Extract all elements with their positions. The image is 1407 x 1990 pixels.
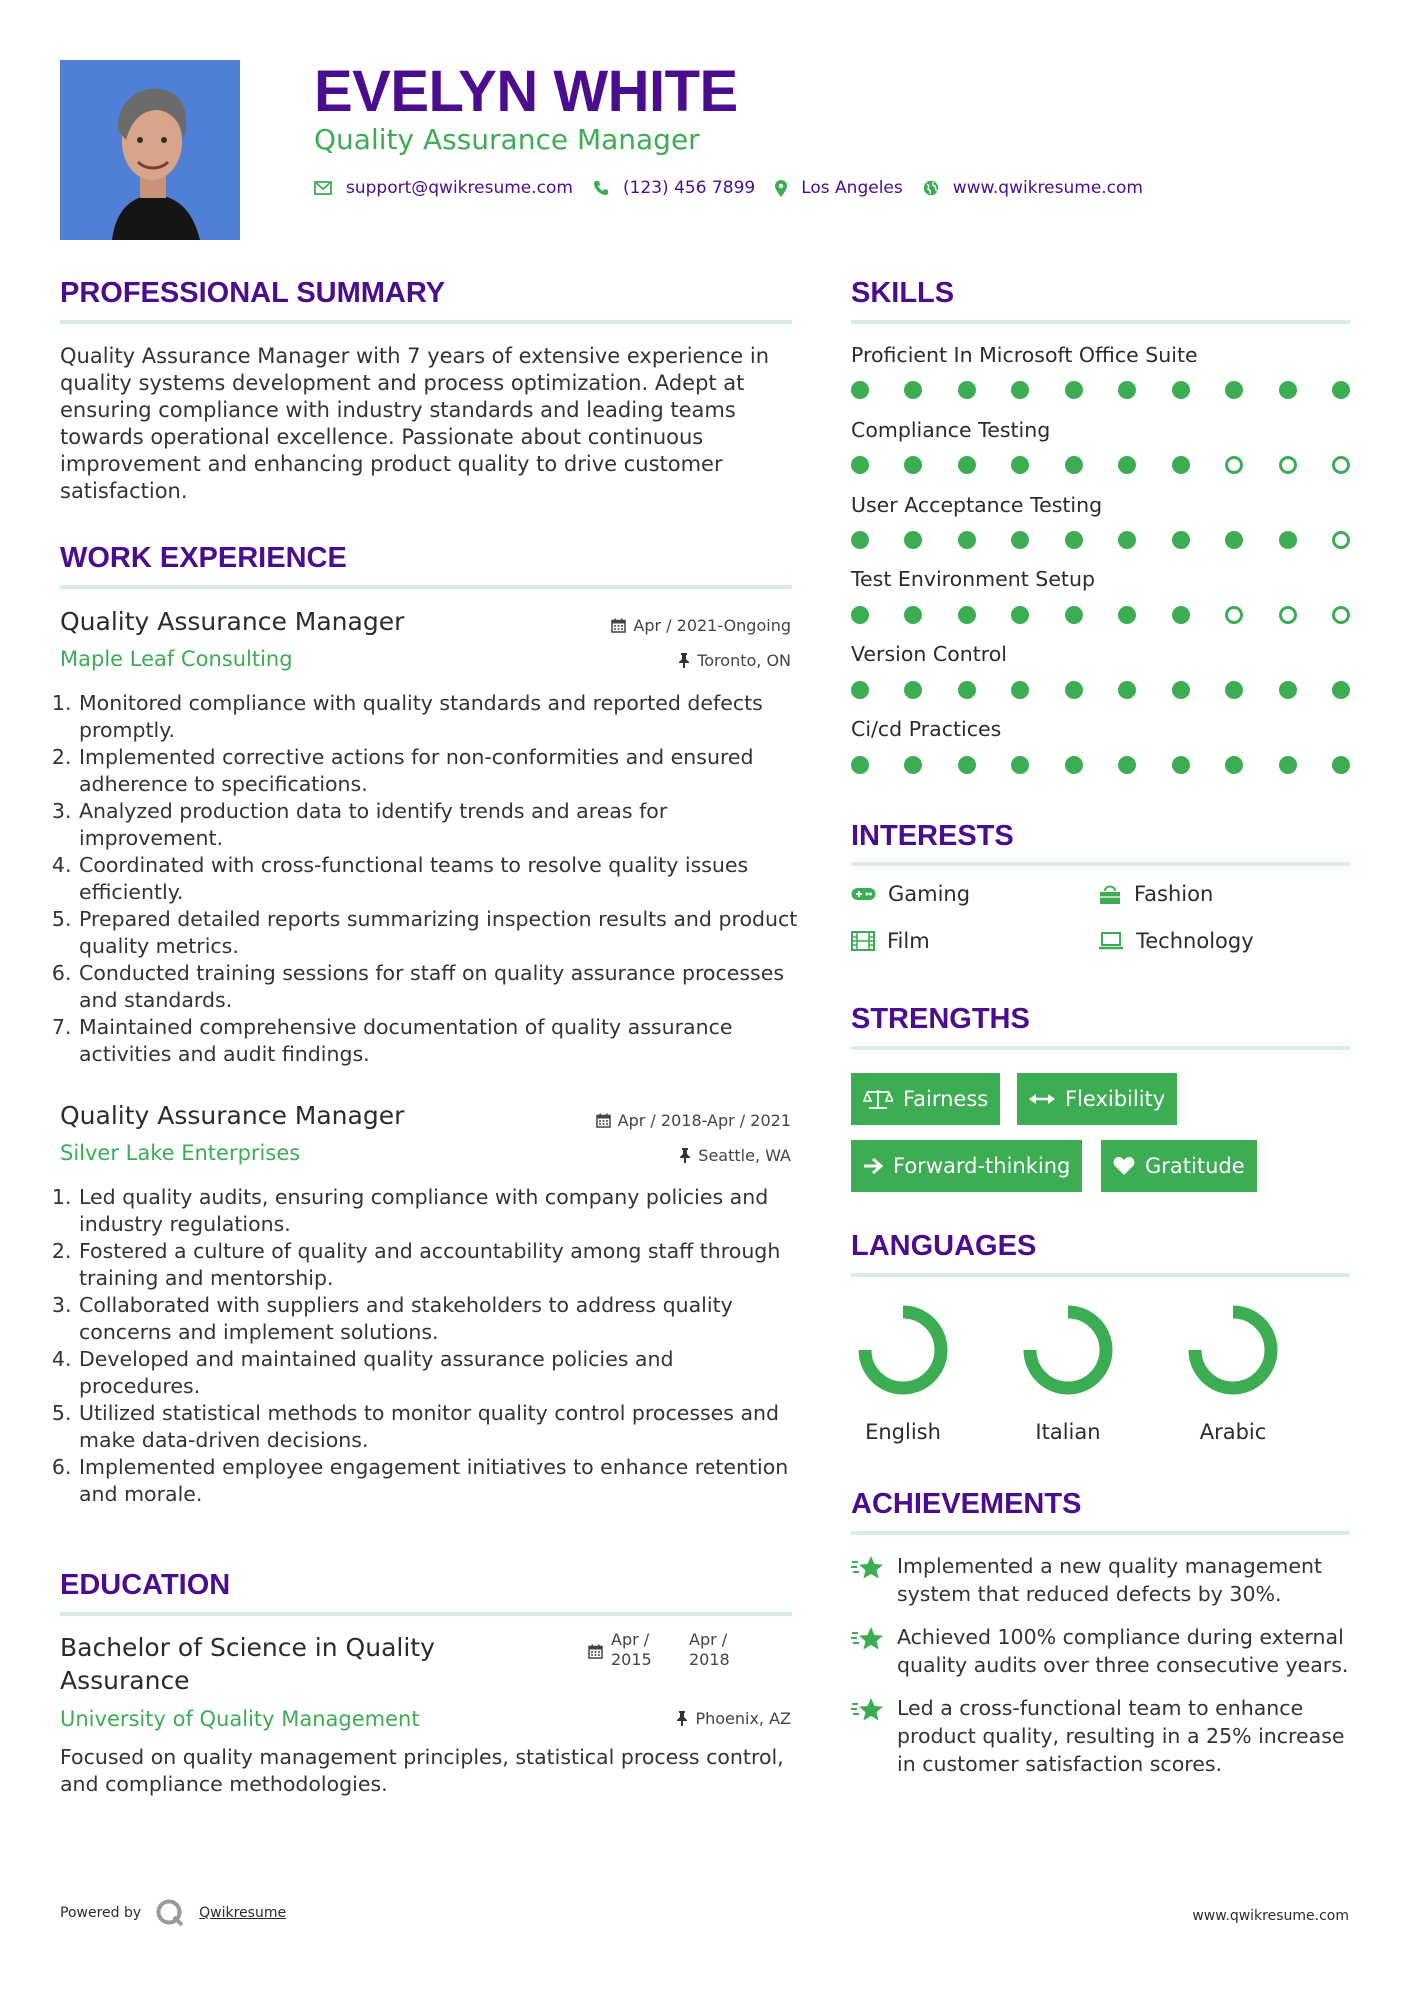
interest-label: Film (887, 929, 930, 953)
rating-dot-filled (1279, 756, 1297, 774)
company-name: Silver Lake Enterprises (60, 1141, 301, 1165)
rating-dot-filled (1172, 606, 1190, 624)
company-name: Maple Leaf Consulting (60, 647, 293, 671)
section-title-summary: PROFESSIONAL SUMMARY (60, 277, 446, 309)
rating-dot-filled (1065, 681, 1083, 699)
interest-item (1098, 882, 1213, 906)
skill-rating (851, 681, 1350, 699)
strength-label: Forward-thinking (893, 1154, 1071, 1178)
phone-text: (123) 456 7899 (622, 178, 756, 198)
rating-dot-filled (958, 606, 976, 624)
contact-email[interactable] (314, 178, 573, 198)
rating-dot-empty (1332, 531, 1350, 549)
rating-dot-filled (904, 456, 922, 474)
rating-dot-empty (1225, 606, 1243, 624)
rating-dot-empty (1332, 456, 1350, 474)
rating-dot-filled (1011, 681, 1029, 699)
section-divider (851, 1273, 1350, 1277)
rating-dot-filled (851, 456, 869, 474)
shopping-bag-icon (1098, 883, 1122, 905)
skill-rating (851, 456, 1350, 474)
interest-label: Technology (1136, 929, 1254, 953)
section-title-achievements: ACHIEVEMENTS (851, 1488, 1082, 1520)
education-school: University of Quality Management (60, 1707, 420, 1731)
education-dates (588, 1630, 767, 1670)
rating-dot-filled (1332, 381, 1350, 399)
rating-dot-filled (1065, 531, 1083, 549)
language-name: Arabic (1199, 1420, 1267, 1444)
footer-website[interactable]: www.qwikresume.com (1192, 1908, 1349, 1924)
rating-dot-filled (1065, 456, 1083, 474)
section-divider (60, 320, 792, 324)
rating-dot-filled (958, 681, 976, 699)
rating-dot-empty (1332, 606, 1350, 624)
star-icon (851, 1554, 885, 1582)
section-divider (851, 1531, 1350, 1535)
achievement-text: Led a cross-functional team to enhance product quality, resulting in a 25% increase in customer satisfaction scores. (897, 1696, 1345, 1776)
rating-dot-filled (1172, 381, 1190, 399)
rating-dot-filled (1118, 681, 1136, 699)
star-icon (851, 1625, 885, 1653)
strength-badge (1017, 1073, 1177, 1125)
email-text: support@qwikresume.com (346, 178, 573, 198)
strength-badge (851, 1073, 1000, 1125)
rating-dot-filled (1118, 606, 1136, 624)
rating-dot-filled (851, 756, 869, 774)
job-dates (596, 1111, 791, 1130)
rating-dot-filled (1172, 456, 1190, 474)
heart-icon (1113, 1156, 1135, 1176)
job-duties-list (56, 1184, 800, 1508)
achievement-item (851, 1694, 1361, 1778)
calendar-icon (596, 1113, 611, 1128)
rating-dot-filled (1279, 381, 1297, 399)
rating-dot-filled (1118, 456, 1136, 474)
summary-text: Quality Assurance Manager with 7 years of extensive experience in quality systems development and process optimization. Adept at ensuring compliance with industry standards and leading teams towards operational excellence. Passionate about continuous improvement and enhancing product quality to drive customer satisfaction. (60, 344, 770, 503)
rating-dot-filled (851, 681, 869, 699)
rating-dot-filled (1279, 531, 1297, 549)
rating-dot-filled (1172, 756, 1190, 774)
contact-bar (314, 178, 1163, 198)
interest-item (851, 882, 970, 906)
achievement-item (851, 1552, 1361, 1608)
section-title-experience: WORK EXPERIENCE (60, 542, 347, 574)
map-marker-icon (775, 180, 787, 197)
section-title-languages: LANGUAGES (851, 1230, 1037, 1262)
interest-item (1098, 929, 1254, 953)
list-item: 2. Implemented corrective actions for non-conformities and ensured adherence to specifications. (78, 744, 800, 798)
section-divider (851, 1046, 1350, 1050)
laptop-icon (1098, 932, 1124, 950)
rating-dot-filled (1279, 681, 1297, 699)
rating-dot-filled (958, 531, 976, 549)
rating-dot-filled (1332, 681, 1350, 699)
rating-dot-filled (1172, 531, 1190, 549)
list-item: 6. Implemented employee engagement initiatives to enhance retention and morale. (78, 1454, 800, 1508)
job-location-text: Toronto, ON (697, 651, 791, 670)
skill-name: Ci/cd Practices (851, 717, 1002, 741)
section-divider (60, 585, 792, 589)
language-progress-ring (1020, 1302, 1116, 1398)
job-location (678, 651, 791, 670)
strength-label: Gratitude (1145, 1154, 1245, 1178)
gamepad-icon (851, 886, 876, 902)
job-title: Quality Assurance Manager (60, 1101, 405, 1130)
film-icon (851, 931, 875, 951)
globe-icon (923, 180, 939, 196)
rating-dot-filled (1118, 381, 1136, 399)
rating-dot-filled (1011, 456, 1029, 474)
rating-dot-filled (1065, 381, 1083, 399)
skill-rating (851, 756, 1350, 774)
phone-icon (593, 180, 609, 196)
list-item: 3. Analyzed production data to identify trends and areas for improvement. (78, 798, 800, 852)
rating-dot-filled (958, 456, 976, 474)
qwikresume-logo-icon (155, 1898, 185, 1928)
pushpin-icon (679, 1148, 691, 1163)
profile-photo (60, 60, 240, 240)
rating-dot-filled (904, 381, 922, 399)
education-end: Apr / 2018 (689, 1630, 730, 1669)
contact-website[interactable] (923, 178, 1143, 198)
footer-powered-by (60, 1898, 286, 1928)
rating-dot-filled (1011, 531, 1029, 549)
rating-dot-filled (958, 381, 976, 399)
rating-dot-filled (904, 606, 922, 624)
list-item: 4. Developed and maintained quality assurance policies and procedures. (78, 1346, 800, 1400)
list-item: 6. Conducted training sessions for staff on quality assurance processes and standards. (78, 960, 800, 1014)
job-dates-text: Apr / 2021-Ongoing (633, 616, 791, 635)
section-title-strengths: STRENGTHS (851, 1003, 1030, 1035)
calendar-icon (611, 618, 626, 633)
contact-phone[interactable] (593, 178, 755, 198)
language-progress-ring (855, 1302, 951, 1398)
job-dates-text: Apr / 2018-Apr / 2021 (617, 1111, 791, 1130)
rating-dot-filled (1332, 756, 1350, 774)
envelope-icon (314, 181, 332, 195)
rating-dot-filled (1011, 606, 1029, 624)
calendar-icon (588, 1644, 603, 1659)
language-item (1173, 1302, 1293, 1444)
skill-rating (851, 531, 1350, 549)
powered-by-text: Powered by (60, 1905, 142, 1921)
rating-dot-filled (904, 681, 922, 699)
education-degree: Bachelor of Science in Quality Assurance (60, 1633, 435, 1695)
achievement-item (851, 1623, 1361, 1679)
section-title-skills: SKILLS (851, 277, 955, 309)
rating-dot-filled (1118, 756, 1136, 774)
location-text: Los Angeles (801, 178, 903, 198)
rating-dot-empty (1225, 456, 1243, 474)
pushpin-icon (678, 653, 690, 668)
strength-badge (851, 1140, 1082, 1192)
rating-dot-filled (904, 531, 922, 549)
balance-scale-icon (863, 1088, 893, 1110)
job-location-text: Seattle, WA (698, 1146, 791, 1165)
list-item: 2. Fostered a culture of quality and accountability among staff through training and mentorship. (78, 1238, 800, 1292)
rating-dot-filled (1065, 756, 1083, 774)
rating-dot-filled (1225, 681, 1243, 699)
rating-dot-filled (851, 381, 869, 399)
skill-rating (851, 381, 1350, 399)
list-item: 1. Led quality audits, ensuring compliance with company policies and industry regulations. (78, 1184, 800, 1238)
section-divider (851, 320, 1350, 324)
strength-badge (1101, 1140, 1257, 1192)
rating-dot-filled (1011, 756, 1029, 774)
list-item: 1. Monitored compliance with quality standards and reported defects promptly. (78, 690, 800, 744)
arrows-horizontal-icon (1029, 1092, 1055, 1106)
rating-dot-filled (1225, 531, 1243, 549)
language-item (1008, 1302, 1128, 1444)
candidate-name: EVELYN WHITE (314, 59, 738, 124)
section-divider (851, 862, 1350, 866)
rating-dot-filled (1172, 681, 1190, 699)
interest-item (851, 929, 930, 953)
rating-dot-filled (1225, 756, 1243, 774)
rating-dot-filled (1118, 531, 1136, 549)
rating-dot-filled (1065, 606, 1083, 624)
rating-dot-empty (1279, 456, 1297, 474)
pushpin-icon (676, 1711, 688, 1726)
job-dates (611, 616, 791, 635)
arrow-right-icon (863, 1157, 883, 1175)
education-description: Focused on quality management principles, statistical process control, and compliance methodologies. (60, 1745, 784, 1796)
education-start: Apr / 2015 (611, 1630, 652, 1669)
strength-label: Flexibility (1065, 1087, 1166, 1111)
rating-dot-filled (851, 531, 869, 549)
job-location (679, 1146, 791, 1165)
section-title-interests: INTERESTS (851, 820, 1014, 852)
achievement-text: Implemented a new quality management system that reduced defects by 30%. (897, 1554, 1323, 1606)
list-item: 5. Utilized statistical methods to monitor quality control processes and make data-driven decisions. (78, 1400, 800, 1454)
rating-dot-filled (1225, 381, 1243, 399)
rating-dot-filled (958, 756, 976, 774)
interest-label: Fashion (1134, 882, 1214, 906)
job-title: Quality Assurance Manager (60, 607, 405, 636)
education-location (676, 1709, 791, 1728)
rating-dot-empty (1279, 606, 1297, 624)
brand-link[interactable]: Qwikresume (199, 1905, 287, 1921)
contact-location (775, 178, 903, 198)
job-duties-list (56, 690, 800, 1068)
rating-dot-filled (1011, 381, 1029, 399)
interest-label: Gaming (888, 882, 971, 906)
skill-name: Compliance Testing (851, 418, 1051, 442)
rating-dot-filled (851, 606, 869, 624)
education-location-text: Phoenix, AZ (695, 1709, 791, 1728)
section-divider (60, 1612, 792, 1616)
achievement-text: Achieved 100% compliance during external quality audits over three consecutive years. (897, 1625, 1349, 1677)
skill-rating (851, 606, 1350, 624)
skill-name: Test Environment Setup (851, 567, 1095, 591)
strength-label: Fairness (903, 1087, 989, 1111)
language-name: English (865, 1420, 941, 1444)
language-item (843, 1302, 963, 1444)
skill-name: Version Control (851, 642, 1008, 666)
website-text: www.qwikresume.com (952, 178, 1143, 198)
language-name: Italian (1035, 1420, 1101, 1444)
star-icon (851, 1696, 885, 1724)
portrait-image (60, 60, 240, 240)
list-item: 5. Prepared detailed reports summarizing inspection results and product quality metrics. (78, 906, 800, 960)
language-progress-ring (1185, 1302, 1281, 1398)
rating-dot-filled (904, 756, 922, 774)
list-item: 7. Maintained comprehensive documentation of quality assurance activities and audit findings. (78, 1014, 800, 1068)
list-item: 3. Collaborated with suppliers and stakeholders to address quality concerns and implement solutions. (78, 1292, 800, 1346)
skill-name: User Acceptance Testing (851, 493, 1103, 517)
list-item: 4. Coordinated with cross-functional teams to resolve quality issues efficiently. (78, 852, 800, 906)
candidate-title: Quality Assurance Manager (314, 123, 700, 156)
section-title-education: EDUCATION (60, 1569, 231, 1601)
skill-name: Proficient In Microsoft Office Suite (851, 343, 1198, 367)
